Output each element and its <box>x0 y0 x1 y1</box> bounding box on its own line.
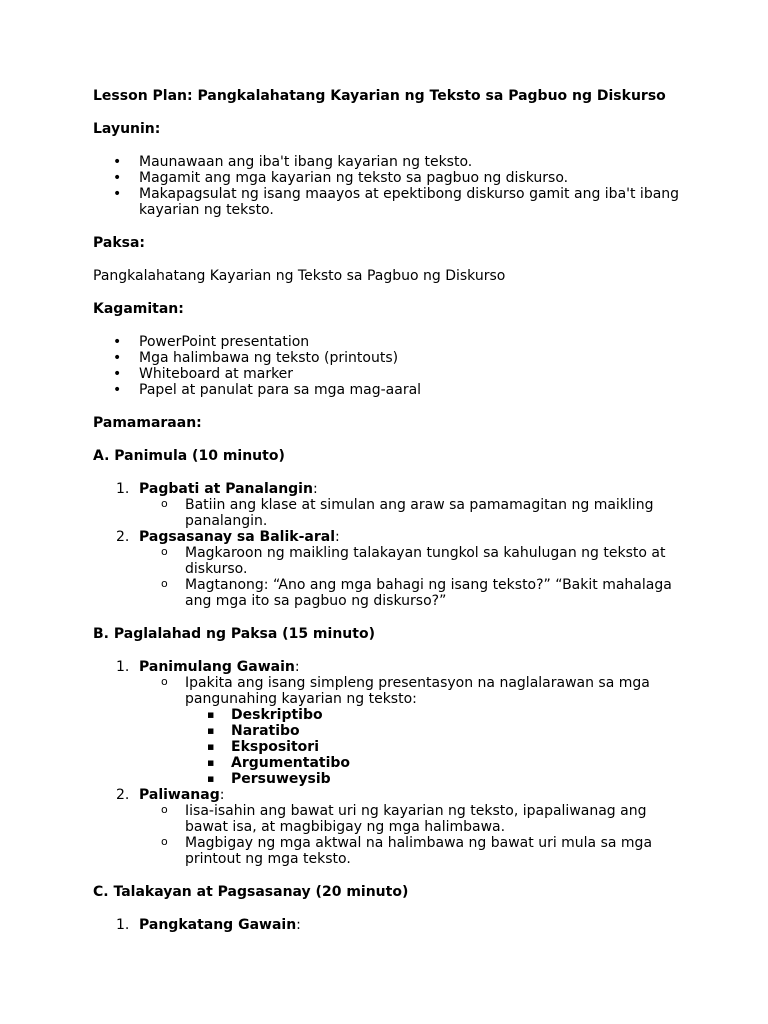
panimula-steps <box>93 481 683 609</box>
sub-item <box>139 675 683 787</box>
text-type-list <box>185 707 683 787</box>
step-number: 2. <box>116 529 130 545</box>
talakayan-steps <box>93 917 683 933</box>
sub-item: o Batiin ang klase at simulan ang araw sa pamamagitan ng maikling panalangin. <box>139 497 683 529</box>
sub-list <box>139 803 683 867</box>
text-type-item: ▪ Naratibo <box>185 723 683 739</box>
step-number: 1. <box>116 481 130 497</box>
paglalahad-heading: B. Paglalahad ng Paksa (15 minuto) <box>93 626 375 642</box>
sub-item: o Magkaroon ng maikling talakayan tungkol sa kahulugan ng teksto at diskurso. <box>139 545 683 577</box>
sub-list <box>139 675 683 787</box>
step-item: 2. Pagsasanay sa Balik-aral: o Magkaroon ng maikling talakayan tungkol sa kahulugan ng teksto at diskurso. o Magtanong: “Ano ang mga bahagi ng isang teksto?” “Bakit mahalaga ang mga ito sa pagbuo ng diskurso?” <box>93 529 683 609</box>
text-type-item: ▪ Ekspositori <box>185 739 683 755</box>
kagamitan-list <box>93 334 683 398</box>
step-label: Pagsasanay sa Balik-aral <box>139 529 335 545</box>
step-item: 2. Paliwanag: o Iisa-isahin ang bawat uri ng kayarian ng teksto, ipapaliwanag ang bawat isa, at magbibigay ng mga halimbawa. o Magbigay ng mga aktwal na halimbawa ng bawat uri mula sa mga printout ng mga teksto. <box>93 787 683 867</box>
layunin-heading: Layunin: <box>93 121 161 137</box>
sub-item: o Iisa-isahin ang bawat uri ng kayarian ng teksto, ipapaliwanag ang bawat isa, at magbibigay ng mga halimbawa. <box>139 803 683 835</box>
sub-item-text: Ipakita ang isang simpleng presentasyon na naglalarawan sa mga pangunahing kayarian ng teksto: <box>185 675 650 707</box>
talakayan-heading: C. Talakayan at Pagsasanay (20 minuto) <box>93 884 409 900</box>
text-type-item: ▪ Persuweysib <box>185 771 683 787</box>
step-item: 1. Pangkatang Gawain: <box>116 917 301 933</box>
step-label: Pagbati at Panalangin <box>139 481 313 497</box>
paksa-text: Pangkalahatang Kayarian ng Teksto sa Pagbuo ng Diskurso <box>93 268 506 284</box>
list-item: • PowerPoint presentation <box>93 334 683 350</box>
text-type-item: ▪ Argumentatibo <box>185 755 683 771</box>
sub-list <box>139 497 683 529</box>
step-number: 2. <box>116 787 130 803</box>
list-item: • Whiteboard at marker <box>93 366 683 382</box>
kagamitan-heading: Kagamitan: <box>93 301 184 317</box>
sub-item: o Magtanong: “Ano ang mga bahagi ng isang teksto?” “Bakit mahalaga ang mga ito sa pagbuo ng diskurso?” <box>139 577 683 609</box>
list-item: • Papel at panulat para sa mga mag-aaral <box>93 382 683 398</box>
list-item: • Maunawaan ang iba't ibang kayarian ng teksto. <box>93 154 683 170</box>
sub-list <box>139 545 683 609</box>
sub-item: o Magbigay ng mga aktwal na halimbawa ng bawat uri mula sa mga printout ng mga teksto. <box>139 835 683 867</box>
paglalahad-steps <box>93 659 683 867</box>
step-label: Pangkatang Gawain <box>139 917 297 933</box>
step-number: 1. <box>116 659 130 675</box>
step-label: Panimulang Gawain <box>139 659 295 675</box>
step-label: Paliwanag <box>139 787 220 803</box>
list-item: • Magamit ang mga kayarian ng teksto sa pagbuo ng diskurso. <box>93 170 683 186</box>
list-item: • Mga halimbawa ng teksto (printouts) <box>93 350 683 366</box>
step-item: 1. Panimulang Gawain: o Ipakita ang isang simpleng presentasyon na naglalarawan sa mga pangunahing kayarian ng teksto: ▪ Deskriptibo ▪ Naratibo ▪ Ekspositori ▪ Argumentatibo ▪ Persuweysib <box>93 659 683 787</box>
panimula-heading: A. Panimula (10 minuto) <box>93 448 285 464</box>
text-type-item: ▪ Deskriptibo <box>185 707 683 723</box>
list-item: • Makapagsulat ng isang maayos at epektibong diskurso gamit ang iba't ibang kayarian ng teksto. <box>93 186 683 218</box>
pamamaraan-heading: Pamamaraan: <box>93 415 202 431</box>
document-body <box>93 88 683 950</box>
lesson-title: Lesson Plan: Pangkalahatang Kayarian ng Teksto sa Pagbuo ng Diskurso <box>93 88 666 104</box>
paksa-heading: Paksa: <box>93 235 146 251</box>
layunin-list <box>93 154 683 218</box>
step-number: 1. <box>116 917 130 933</box>
step-item: 1. Pagbati at Panalangin: o Batiin ang klase at simulan ang araw sa pamamagitan ng maikling panalangin. <box>93 481 683 529</box>
